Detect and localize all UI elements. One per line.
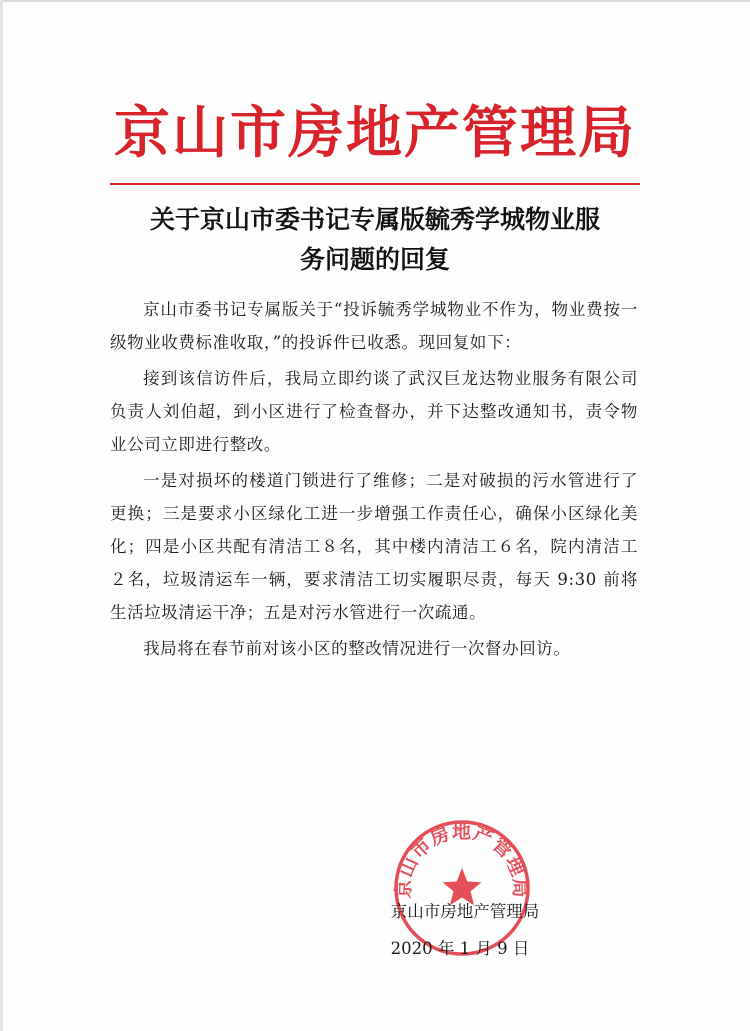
letterhead-red-rule xyxy=(110,183,640,185)
document-title-line: 务问题的回复 xyxy=(299,245,450,274)
svg-text:京山市房地产管理局: 京山市房地产管理局 xyxy=(392,821,532,899)
document-title-line: 关于京山市委书记专属版毓秀学城物业服 xyxy=(149,205,600,234)
scan-edge xyxy=(0,0,3,1031)
letterhead-title: 京山市房地产管理局 xyxy=(114,100,636,166)
body-paragraph: 我局将在春节前对该小区的整改情况进行一次督办回访。 xyxy=(143,639,571,658)
body-paragraph: 接到该信访件后，我局立即约谈了武汉巨龙达物业服务有限公司负责人刘伯超，到小区进行了检查督办，并下达整改通知书，责令物业公司立即进行整改。 xyxy=(110,369,638,454)
signature-org: 京山市房地产管理局 xyxy=(390,902,540,921)
signature-date: 2020 年 1 月 9 日 xyxy=(390,939,530,958)
document-body xyxy=(110,293,638,668)
signature-block xyxy=(340,893,570,967)
body-paragraph: 一是对损坏的楼道门锁进行了维修；二是对破损的污水管进行了更换；三是要求小区绿化工进一步增强工作责任心，确保小区绿化美化；四是小区共配有清洁工８名，其中楼内清洁工６名，院内清洁工２名，垃圾清运车一辆，要求清洁工切实履职尽责，每天 9:30 前将生活垃圾清运干净；五是对污水管进行一次疏通。 xyxy=(110,471,638,622)
document-title xyxy=(100,200,650,280)
body-paragraph: 京山市委书记专属版关于“投诉毓秀学城物业不作为，物业费按一级物业收费标准收取，”的投诉件已收悉。现回复如下： xyxy=(110,300,638,352)
scan-edge xyxy=(0,0,750,2)
